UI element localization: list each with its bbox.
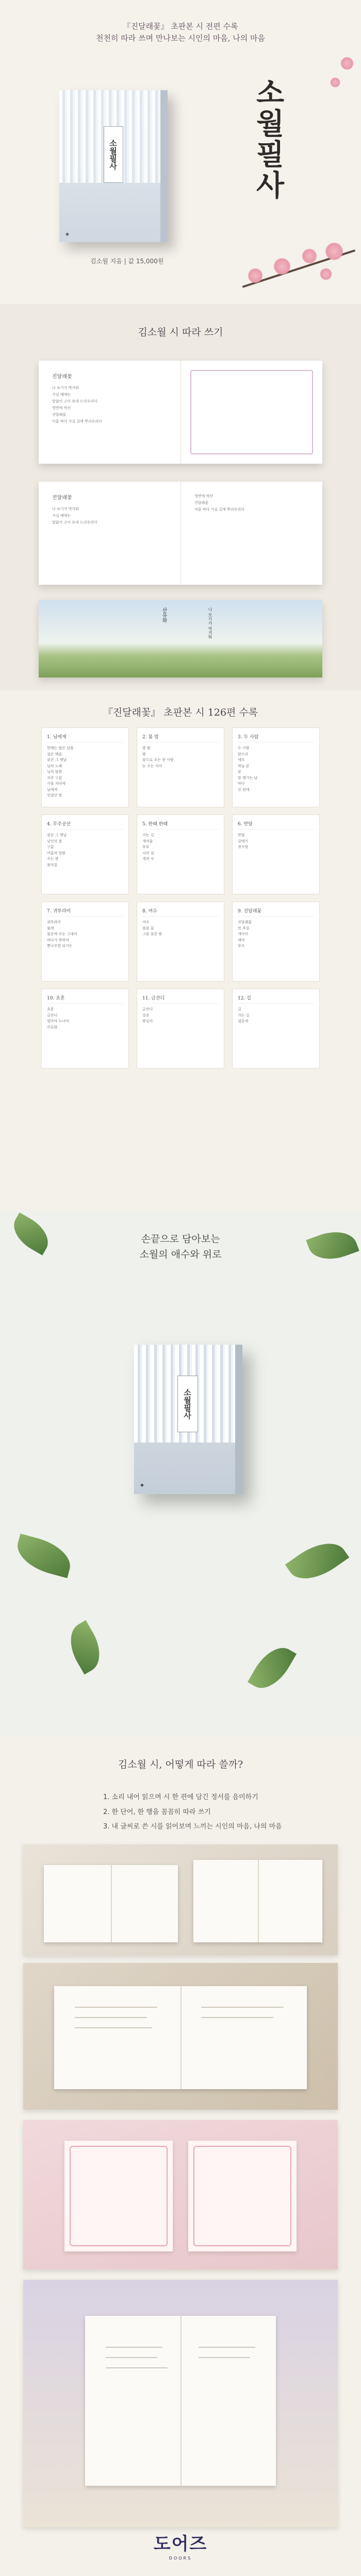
page-footer <box>0 2571 361 2575</box>
open-book-image <box>54 1986 307 2089</box>
sample-spread-1 <box>39 361 322 464</box>
book-cover-image <box>59 90 168 242</box>
toc-item: 님의 말씀 <box>47 770 62 774</box>
toc-item: 구름 <box>47 845 54 850</box>
sample-poem-line: 말없이 고이 보내 드리우리다 <box>52 520 97 524</box>
open-book-image <box>85 2316 276 2486</box>
toc-item: 갈매기 <box>238 839 249 843</box>
toc-item: 첫사랑 <box>238 845 249 850</box>
hero-section <box>0 0 361 304</box>
toc-item: 금잔디 <box>142 1007 153 1011</box>
toc-item: 가을 저녁에 <box>47 782 66 786</box>
toc-item: 물마름 <box>47 862 58 867</box>
toc-card <box>137 989 224 1069</box>
blossom-decoration <box>340 57 354 70</box>
toc-card-title: 4. 무주공산 <box>47 820 123 829</box>
blossom-decoration <box>302 248 317 264</box>
blossom-decoration <box>320 268 332 280</box>
landscape-illustration <box>39 600 322 677</box>
toc-card-title: 6. 반달 <box>238 820 314 829</box>
pink-page-image <box>188 2141 297 2251</box>
toc-item: 가는 길 <box>238 1013 250 1018</box>
toc-item: 불운에 우는 그대여 <box>47 932 77 937</box>
blossom-decoration <box>248 268 263 283</box>
toc-card-title: 12. 길 <box>238 994 314 1004</box>
publisher-logo-sub: DOORS <box>169 2556 192 2561</box>
toc-list <box>238 745 314 793</box>
sample-page-right <box>180 482 322 585</box>
toc-list <box>238 833 314 851</box>
sample-poem-title: 진달래꽃 <box>52 374 72 380</box>
toc-item: 밤 <box>142 752 146 756</box>
publisher-mark-icon: ◆ <box>140 1483 144 1488</box>
leaf-decoration <box>248 1640 297 1697</box>
toc-item: 개아미 <box>238 932 249 937</box>
toc-list <box>142 1007 219 1025</box>
toc-item: 꿈 <box>238 770 241 774</box>
toc-card-title: 8. 여수 <box>142 907 219 917</box>
toc-item: 금잔디 <box>47 1013 58 1018</box>
step-item: 1. 소리 내어 읽으며 시 한 편에 담긴 정서를 음미하기 <box>103 1793 258 1801</box>
toc-item: 꿈꾼 그 옛날 <box>47 833 67 837</box>
toc-card-title: 5. 한때 한때 <box>142 820 219 829</box>
toc-item: 설은 해음 <box>47 752 62 756</box>
toc-item: 초혼 <box>47 1007 54 1011</box>
sample-poem-line: 진달래꽃 <box>194 500 209 505</box>
sample-poem-line: 진달래꽃 <box>52 412 67 417</box>
toc-card <box>137 815 224 894</box>
toc-list <box>47 833 123 868</box>
section-heading-line2: 소월의 애수와 위로 <box>139 1249 222 1261</box>
toc-item: 부부 <box>142 845 150 850</box>
sample-page-right <box>180 361 322 464</box>
how-to-section <box>0 1736 361 2571</box>
photo-pink-pages <box>23 2120 338 2269</box>
toc-item: 귀뚜라미 <box>47 920 61 924</box>
toc-card <box>232 815 320 894</box>
hero-credit: 김소월 지음 | 값 15,000원 <box>90 258 164 265</box>
hero-tagline-line2: 천천히 따라 쓰며 만나보는 시인의 마음, 나의 마음 <box>96 33 265 43</box>
open-book-image <box>193 1860 322 1942</box>
sample-page-left <box>39 361 180 464</box>
toc-card-title: 10. 초혼 <box>47 994 123 1004</box>
toc-item: 왕십리 <box>142 1019 153 1024</box>
toc-item: 부모 <box>238 944 245 948</box>
photo-writing-hands <box>23 1844 338 1955</box>
landscape-poem-text: 나 보기가 역겨워 <box>208 607 212 639</box>
toc-item: 그를 꿈꾼 밤 <box>142 932 162 937</box>
toc-item: 님에게 <box>47 787 58 792</box>
toc-item: 반달 <box>238 833 245 837</box>
section-heading: 『진달래꽃』 초판본 시 126편 수록 <box>103 707 258 718</box>
leaf-decoration <box>285 1532 350 1590</box>
toc-item: 길 <box>238 1007 241 1011</box>
sample-poem-title: 진달래꽃 <box>52 495 72 501</box>
toc-item: 맘 켕기는 날 <box>238 775 258 780</box>
toc-item: 제비 <box>238 938 245 942</box>
toc-item: 자주 구름 <box>47 775 62 780</box>
toc-item: 먼 후일 <box>238 926 250 930</box>
toc-list <box>47 1007 123 1030</box>
toc-item: 몹쓸 꿈 <box>142 926 154 930</box>
toc-list <box>47 745 123 799</box>
toc-item: 강촌 <box>142 1013 150 1018</box>
section-heading <box>0 1231 361 1263</box>
toc-section <box>0 690 361 1211</box>
landscape-poem-title: 산유화 <box>161 607 167 623</box>
toc-card <box>232 989 320 1069</box>
book-cover-image <box>134 1345 242 1494</box>
hero-title: 소월필사 <box>251 77 285 201</box>
toc-item: 개여울 <box>142 839 153 843</box>
leaf-decoration <box>61 1620 109 1674</box>
toc-card-title: 2. 봄 밤 <box>142 733 219 742</box>
toc-card-title: 9. 진달래꽃 <box>238 907 314 917</box>
toc-item: 바다 <box>238 782 245 786</box>
toc-item: 엄마야 누나야 <box>47 1019 69 1024</box>
section-heading: 김소월 시, 어떻게 따라 쓸까? <box>118 1759 243 1770</box>
toc-item: 여수 <box>142 920 150 924</box>
book-showcase-section <box>0 1211 361 1736</box>
toc-item: 산유화 <box>47 1025 58 1029</box>
toc-list <box>142 920 219 938</box>
toc-item: 두 사람 <box>238 746 250 750</box>
sample-poem-line: 아름 따다 가실 길에 뿌리우리다 <box>52 419 102 423</box>
toc-item: 눈 오는 저녁 <box>142 764 162 768</box>
pink-page-image <box>64 2141 173 2251</box>
open-book-image <box>44 1865 178 1942</box>
toc-card <box>41 902 129 981</box>
toc-card <box>41 815 129 894</box>
hero-tagline <box>0 21 361 45</box>
toc-item: 나의 집 <box>142 851 154 855</box>
writing-frame <box>190 370 313 454</box>
toc-item: 산 위에 <box>238 787 250 792</box>
toc-item: 진달래꽃 <box>238 920 252 924</box>
toc-grid <box>41 727 320 1069</box>
steps-list <box>103 1790 320 1835</box>
toc-item: 낭인의 봄 <box>47 839 62 843</box>
toc-item: 오는 봄 <box>47 857 59 861</box>
section-heading-line1: 손끝으로 담아보는 <box>141 1233 220 1245</box>
toc-card-title: 7. 귀뚜라미 <box>47 907 123 917</box>
toc-item: 닭소리 <box>238 752 249 756</box>
sample-poem-line: 말없이 고이 보내 드리우리다 <box>52 399 97 403</box>
toc-item: 꿈으로 오는 한 사람 <box>142 758 174 762</box>
toc-item: 월색 <box>47 926 54 930</box>
toc-item: 바다가 변하여 <box>47 938 69 942</box>
toc-card-title: 1. 님에게 <box>47 733 123 742</box>
toc-item: 한때는 많은 날을 <box>47 746 74 750</box>
toc-item: 여름의 달밤 <box>47 851 66 855</box>
publisher-logo <box>0 2530 361 2561</box>
toc-item: 생과 사 <box>142 857 154 861</box>
toc-list <box>142 745 219 769</box>
step-item: 3. 내 글씨로 쓴 시를 읽어보며 느끼는 시인의 마음, 나의 마음 <box>103 1823 282 1831</box>
publisher-logo-text: 도어즈 <box>153 2534 208 2554</box>
section-heading: 김소월 시 따라 쓰기 <box>138 327 223 338</box>
sample-poem-line: 아름 따다 가실 길에 뿌리우리다 <box>194 507 244 512</box>
toc-item: 꿈꾼 그 옛날 <box>47 758 67 762</box>
toc-item: 접동새 <box>238 1019 249 1024</box>
sample-poem-line: 가실 때에는 <box>52 392 71 397</box>
toc-list <box>47 920 123 950</box>
toc-item: 님의 노래 <box>47 764 62 768</box>
toc-item: 뽕나무밭 되거든 <box>47 944 73 948</box>
toc-card-title: 3. 두 사람 <box>238 733 314 742</box>
sample-poem-line: 나 보기가 역겨워 <box>52 386 79 390</box>
sample-spread-2 <box>39 482 322 585</box>
toc-card <box>137 727 224 807</box>
toc-card-title: 11. 금잔디 <box>142 994 219 1004</box>
sample-poem-line: 나 보기가 역겨워 <box>52 507 79 511</box>
sample-page-left <box>39 482 180 585</box>
sample-poem-line: 가실 때에는 <box>52 513 71 518</box>
hero-tagline-line1: 『진달래꽃』 초판본 시 전편 수록 <box>123 22 238 31</box>
leaf-decoration <box>12 1534 75 1578</box>
publisher-mark-icon: ◆ <box>65 232 69 237</box>
sample-poem-line: 영변에 약산 <box>52 405 71 410</box>
sample-poem-line: 영변에 약산 <box>194 494 214 498</box>
toc-card <box>41 989 129 1069</box>
toc-card <box>232 902 320 981</box>
toc-item: 잊었던 맘 <box>47 793 62 798</box>
toc-list <box>238 920 314 950</box>
toc-item: 애모 <box>238 758 245 762</box>
blossom-decoration <box>325 242 343 261</box>
toc-item: 봄 밤 <box>142 746 151 750</box>
toc-item: 하늘 끝 <box>238 764 250 768</box>
toc-card <box>137 902 224 981</box>
toc-item: 가는 길 <box>142 833 154 837</box>
book-cover-label: 소월필사 <box>104 126 123 183</box>
photo-writing-desk <box>23 1963 338 2110</box>
book-cover-label: 소월필사 <box>177 1376 198 1432</box>
toc-list <box>142 833 219 862</box>
toc-card <box>41 727 129 807</box>
writing-sample-section <box>0 304 361 690</box>
blossom-decoration <box>273 258 291 275</box>
step-item: 2. 한 단어, 한 행을 꼼꼼히 따라 쓰기 <box>103 1808 211 1816</box>
toc-card <box>232 727 320 807</box>
photo-purple-pages <box>23 2280 338 2527</box>
toc-list <box>238 1007 314 1025</box>
blossom-decoration <box>330 77 340 88</box>
